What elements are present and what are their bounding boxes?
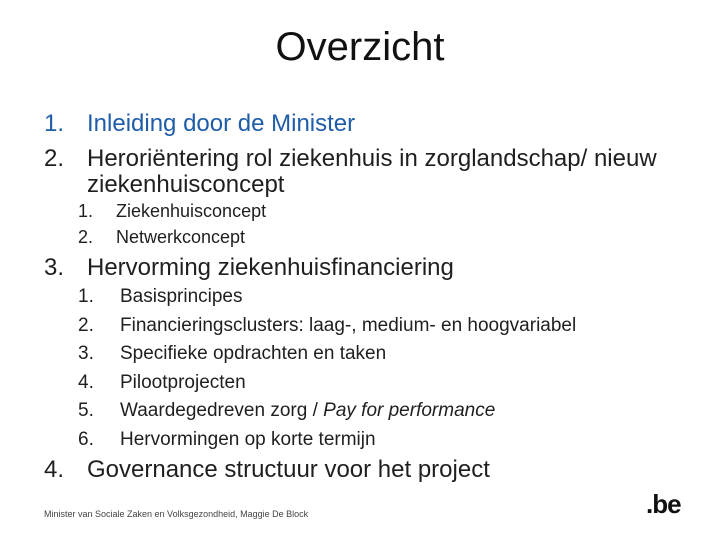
list-number: 4. <box>44 456 65 483</box>
list-item-2-continuation <box>87 171 284 199</box>
list-text <box>120 397 495 426</box>
list-text: Hervormingen op korte termijn <box>120 429 376 450</box>
list-number: 5. <box>78 400 94 422</box>
list-text-line1: Heroriëntering rol ziekenhuis in zorglandschap/ nieuw <box>87 145 657 172</box>
list-number: 1. <box>44 110 65 137</box>
list-text: Basisprincipes <box>120 286 243 307</box>
list-number: 3. <box>78 343 94 365</box>
list-text-line2: ziekenhuisconcept <box>87 171 285 198</box>
list-text: Governance structuur voor het project <box>87 456 490 483</box>
list-text-italic: Pay for performance <box>323 400 496 422</box>
list-text: Financieringsclusters: laag-, medium- en hoogvariabel <box>120 314 577 336</box>
list-text: Ziekenhuisconcept <box>116 201 267 221</box>
list-number: 2. <box>78 227 94 247</box>
list-text: Hervorming ziekenhuisfinanciering <box>87 254 454 281</box>
list-number: 1. <box>78 286 94 307</box>
list-number: 2. <box>44 145 65 172</box>
list-text-plain: Waardegedreven zorg / <box>120 400 324 422</box>
page-title: Overzicht <box>275 25 445 69</box>
list-number: 4. <box>78 371 94 393</box>
list-number: 2. <box>78 314 94 336</box>
list-text: Inleiding door de Minister <box>87 110 356 137</box>
be-logo: .be <box>646 489 681 519</box>
footer-text: Minister van Sociale Zaken en Volksgezondheid, Maggie De Block <box>44 509 309 519</box>
list-number: 3. <box>44 254 65 281</box>
list-number: 6. <box>78 429 94 450</box>
list-text: Netwerkconcept <box>116 227 246 247</box>
list-text: Pilootprojecten <box>120 371 246 393</box>
list-number: 1. <box>78 201 94 221</box>
list-text: Specifieke opdrachten en taken <box>120 343 387 365</box>
